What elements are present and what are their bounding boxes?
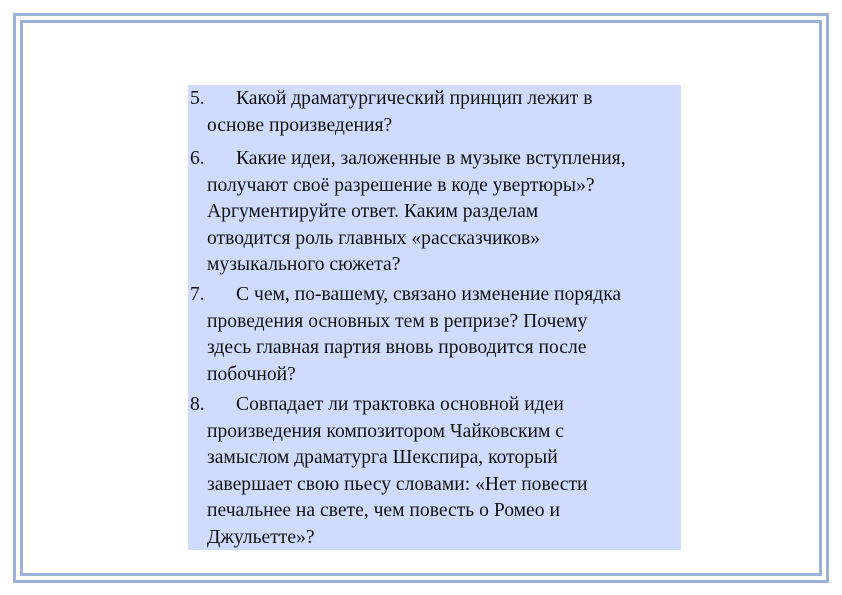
question-item: [188, 86, 681, 139]
question-text: С чем, по-вашему, связано изменение порядка проведения основных тем в репризе? Почему здесь главная партия вновь проводится после побочной?: [207, 284, 622, 385]
question-number: 8.: [190, 394, 205, 415]
question-item: [188, 282, 681, 388]
question-text: Какие идеи, заложенные в музыке вступления, получают своё разрешение в коде увертюры»? Аргументируйте ответ. Каким разделам отводится роль главных «рассказчиков» музыкального сюжета?: [207, 148, 626, 275]
question-number: 5.: [190, 88, 205, 109]
question-item: [188, 146, 681, 279]
question-text: Какой драматургический принцип лежит в основе произведения?: [207, 88, 593, 136]
question-text: Совпадает ли трактовка основной идеи произведения композитором Чайковским с замыслом драматурга Шекспира, который завершает свою пьесу словами: «Нет повести печальнее на свете, чем повесть о Ромео и Джульетте»?: [207, 394, 588, 548]
question-number: 6.: [190, 148, 205, 169]
question-number: 7.: [190, 284, 205, 305]
question-list: [188, 85, 681, 550]
question-item: [188, 392, 681, 551]
